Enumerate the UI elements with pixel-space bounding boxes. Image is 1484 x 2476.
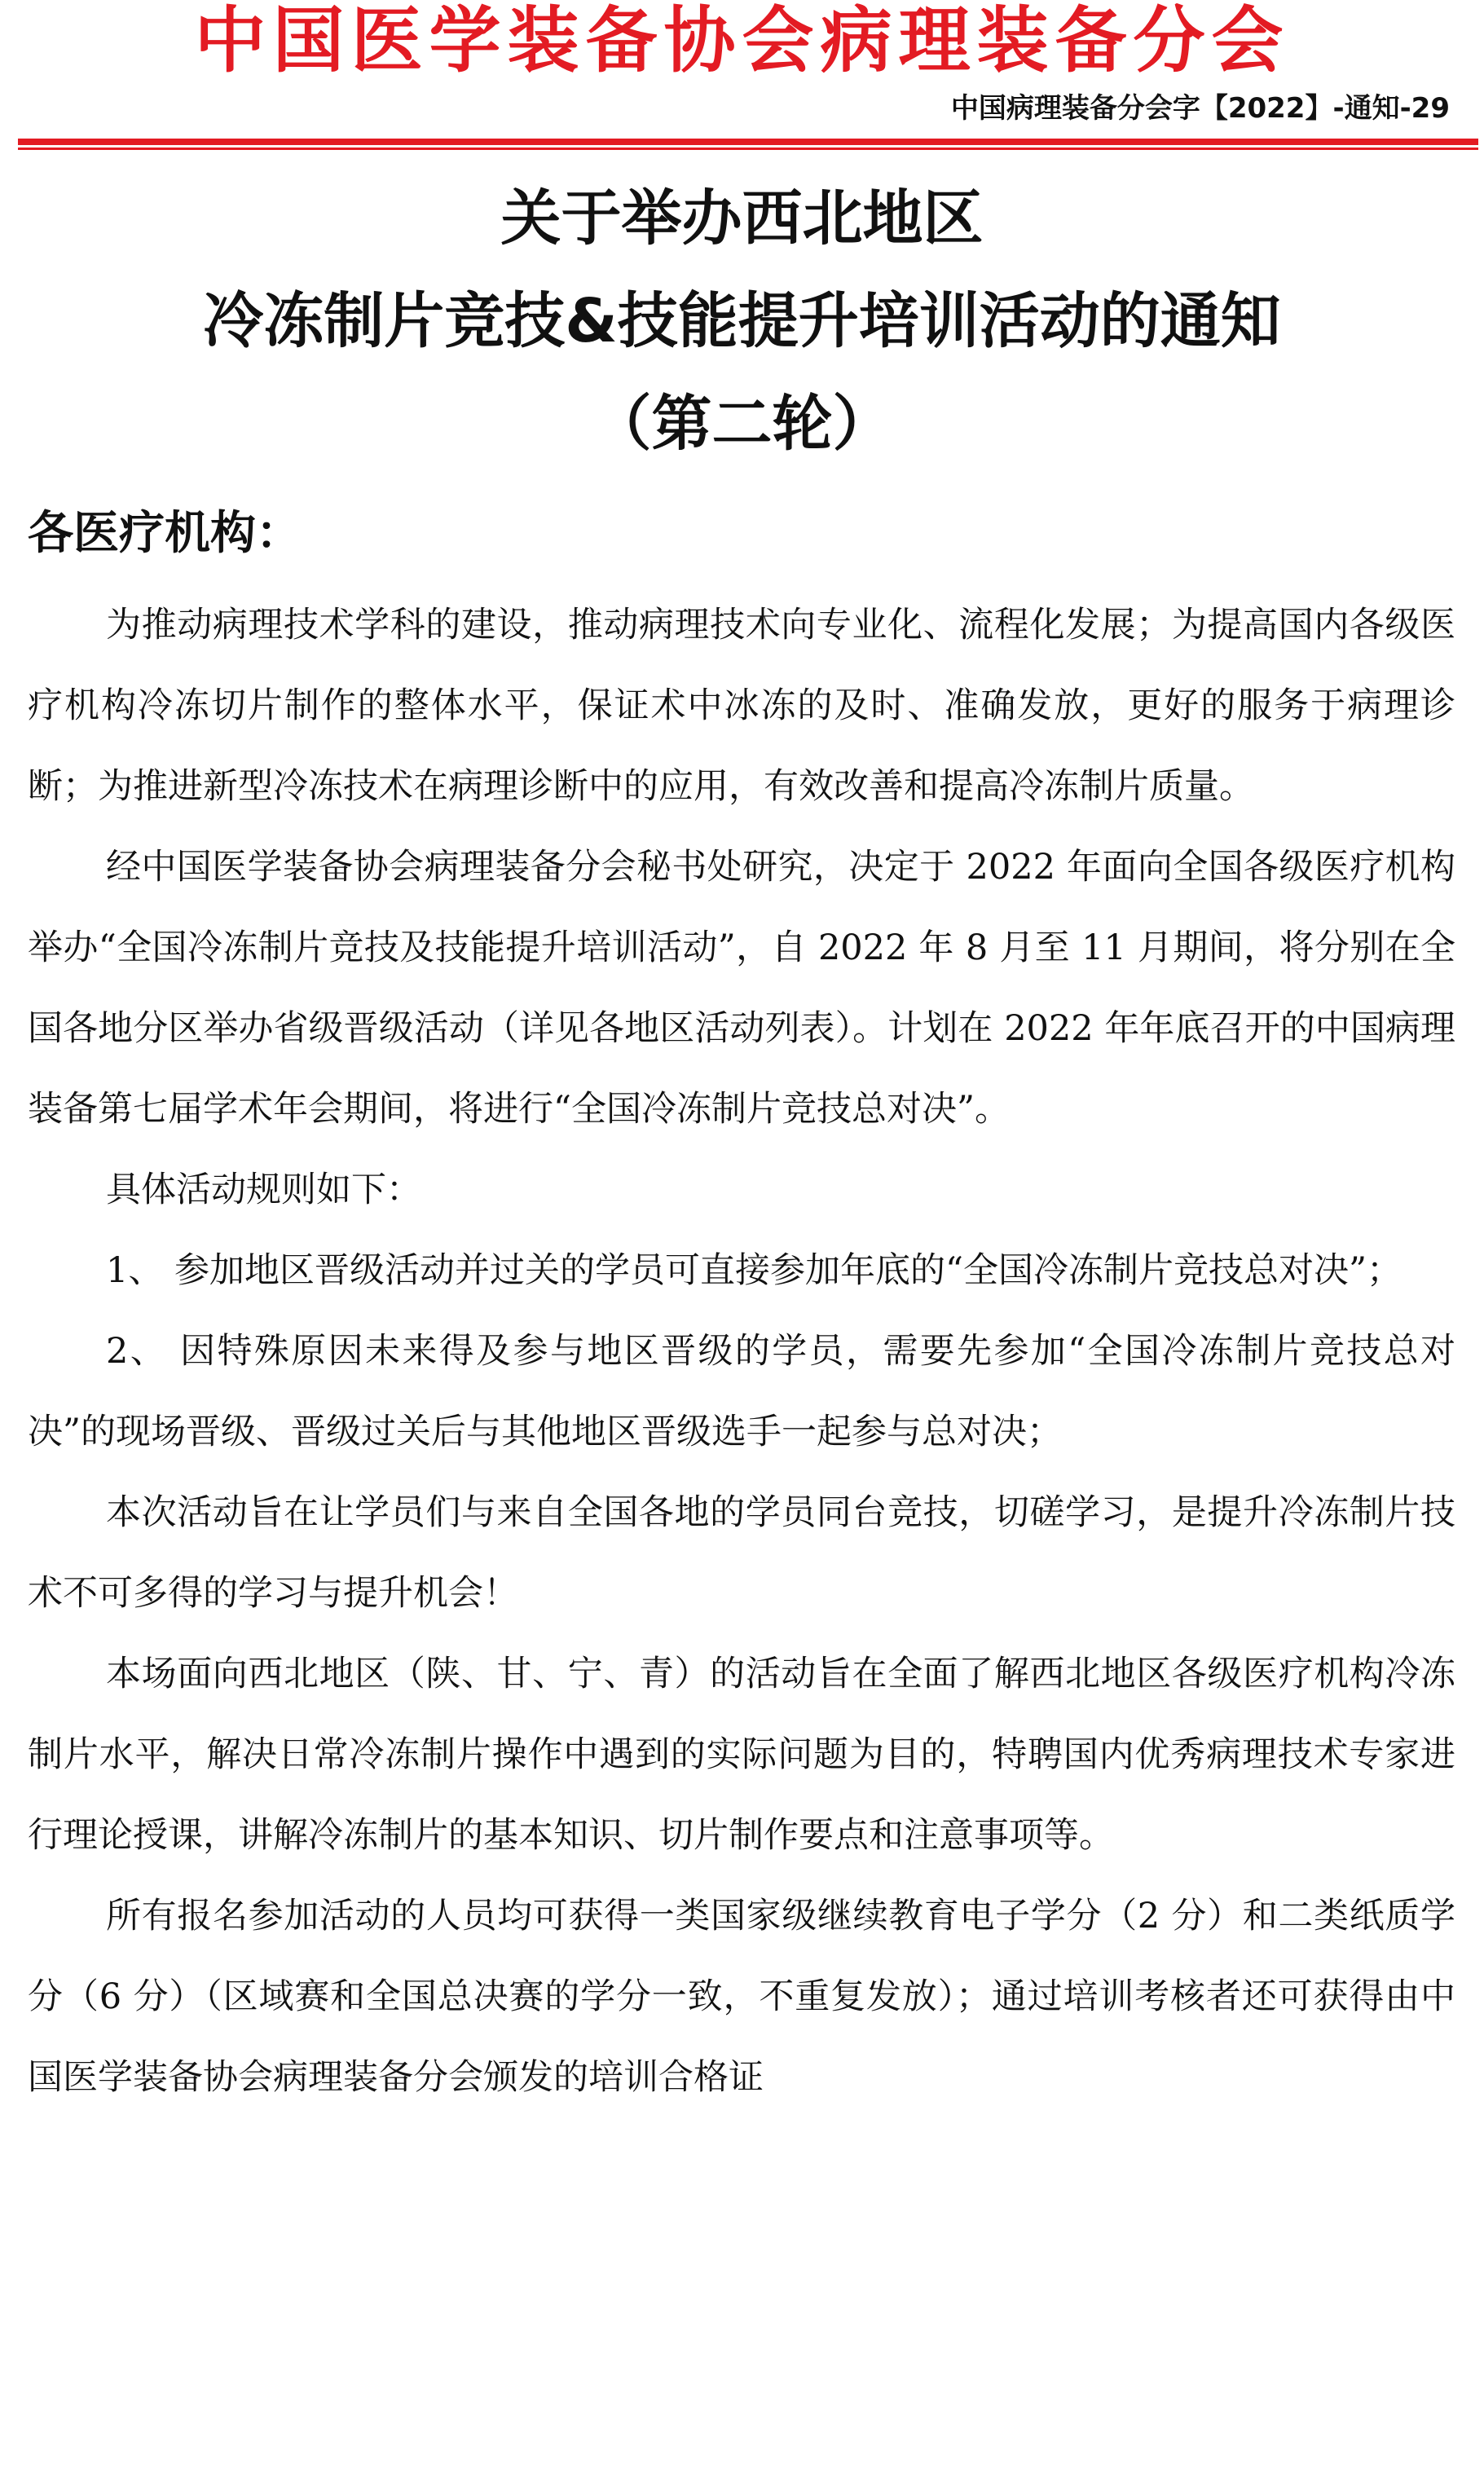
paragraph-rule-2: 2、 因特殊原因未来得及参与地区晋级的学员，需要先参加“全国冷冻制片竞技总对决”的现场晋级、晋级过关后与其他地区晋级选手一起参与总对决； <box>28 1331 1455 1452</box>
title-line-1: 关于举办西北地区 <box>500 183 984 253</box>
letterhead-organization: 中国医学装备协会病理装备分会 <box>194 0 1290 82</box>
paragraph-decision: 经中国医学装备协会病理装备分会秘书处研究，决定于 2022 年面向全国各级医疗机构举办“全国冷冻制片竞技及技能提升培训活动”，自 2022 年 8 月至 11 月期间，将分别在全国各地分区举办省级晋级活动（详见各地区活动列表）。计划在 2022 年年底召开的中国病理装备第七届学术年会期间，将进行“全国冷冻制片竞技总对决”。 <box>28 847 1455 1130</box>
document-number: 中国病理装备分会字【2022】-通知-29 <box>950 92 1450 125</box>
paragraph-rules-intro: 具体活动规则如下： <box>106 1170 421 1210</box>
title-line-3: （第二轮） <box>591 389 893 459</box>
paragraph-opportunity: 本次活动旨在让学员们与来自全国各地的学员同台竞技，切磋学习，是提升冷冻制片技术不可多得的学习与提升机会！ <box>28 1492 1455 1614</box>
paragraph-credits: 所有报名参加活动的人员均可获得一类国家级继续教育电子学分（2 分）和二类纸质学分（6 分）（区域赛和全国总决赛的学分一致，不重复发放）；通过培训考核者还可获得由中国医学装备协会病理装备分会颁发的培训合格证 <box>28 1896 1455 2098</box>
title-line-2: 冷冻制片竞技&技能提升培训活动的通知 <box>203 286 1281 356</box>
letterhead-rule-thick <box>18 139 1478 145</box>
document-title <box>0 167 1484 475</box>
document-body <box>28 585 1455 2118</box>
paragraph-purpose: 为推动病理技术学科的建设，推动病理技术向专业化、流程化发展；为提高国内各级医疗机构冷冻切片制作的整体水平，保证术中冰冻的及时、准确发放，更好的服务于病理诊断；为推进新型冷冻技术在病理诊断中的应用，有效改善和提高冷冻制片质量。 <box>28 605 1455 807</box>
letterhead-rule-thin <box>18 148 1478 150</box>
paragraph-rule-1: 1、 参加地区晋级活动并过关的学员可直接参加年底的“全国冷冻制片竞技总对决”； <box>106 1250 1402 1291</box>
paragraph-northwest: 本场面向西北地区（陕、甘、宁、青）的活动旨在全面了解西北地区各级医疗机构冷冻制片水平，解决日常冷冻制片操作中遇到的实际问题为目的，特聘国内优秀病理技术专家进行理论授课，讲解冷冻制片的基本知识、切片制作要点和注意事项等。 <box>28 1654 1455 1856</box>
salutation: 各医疗机构： <box>28 507 302 560</box>
